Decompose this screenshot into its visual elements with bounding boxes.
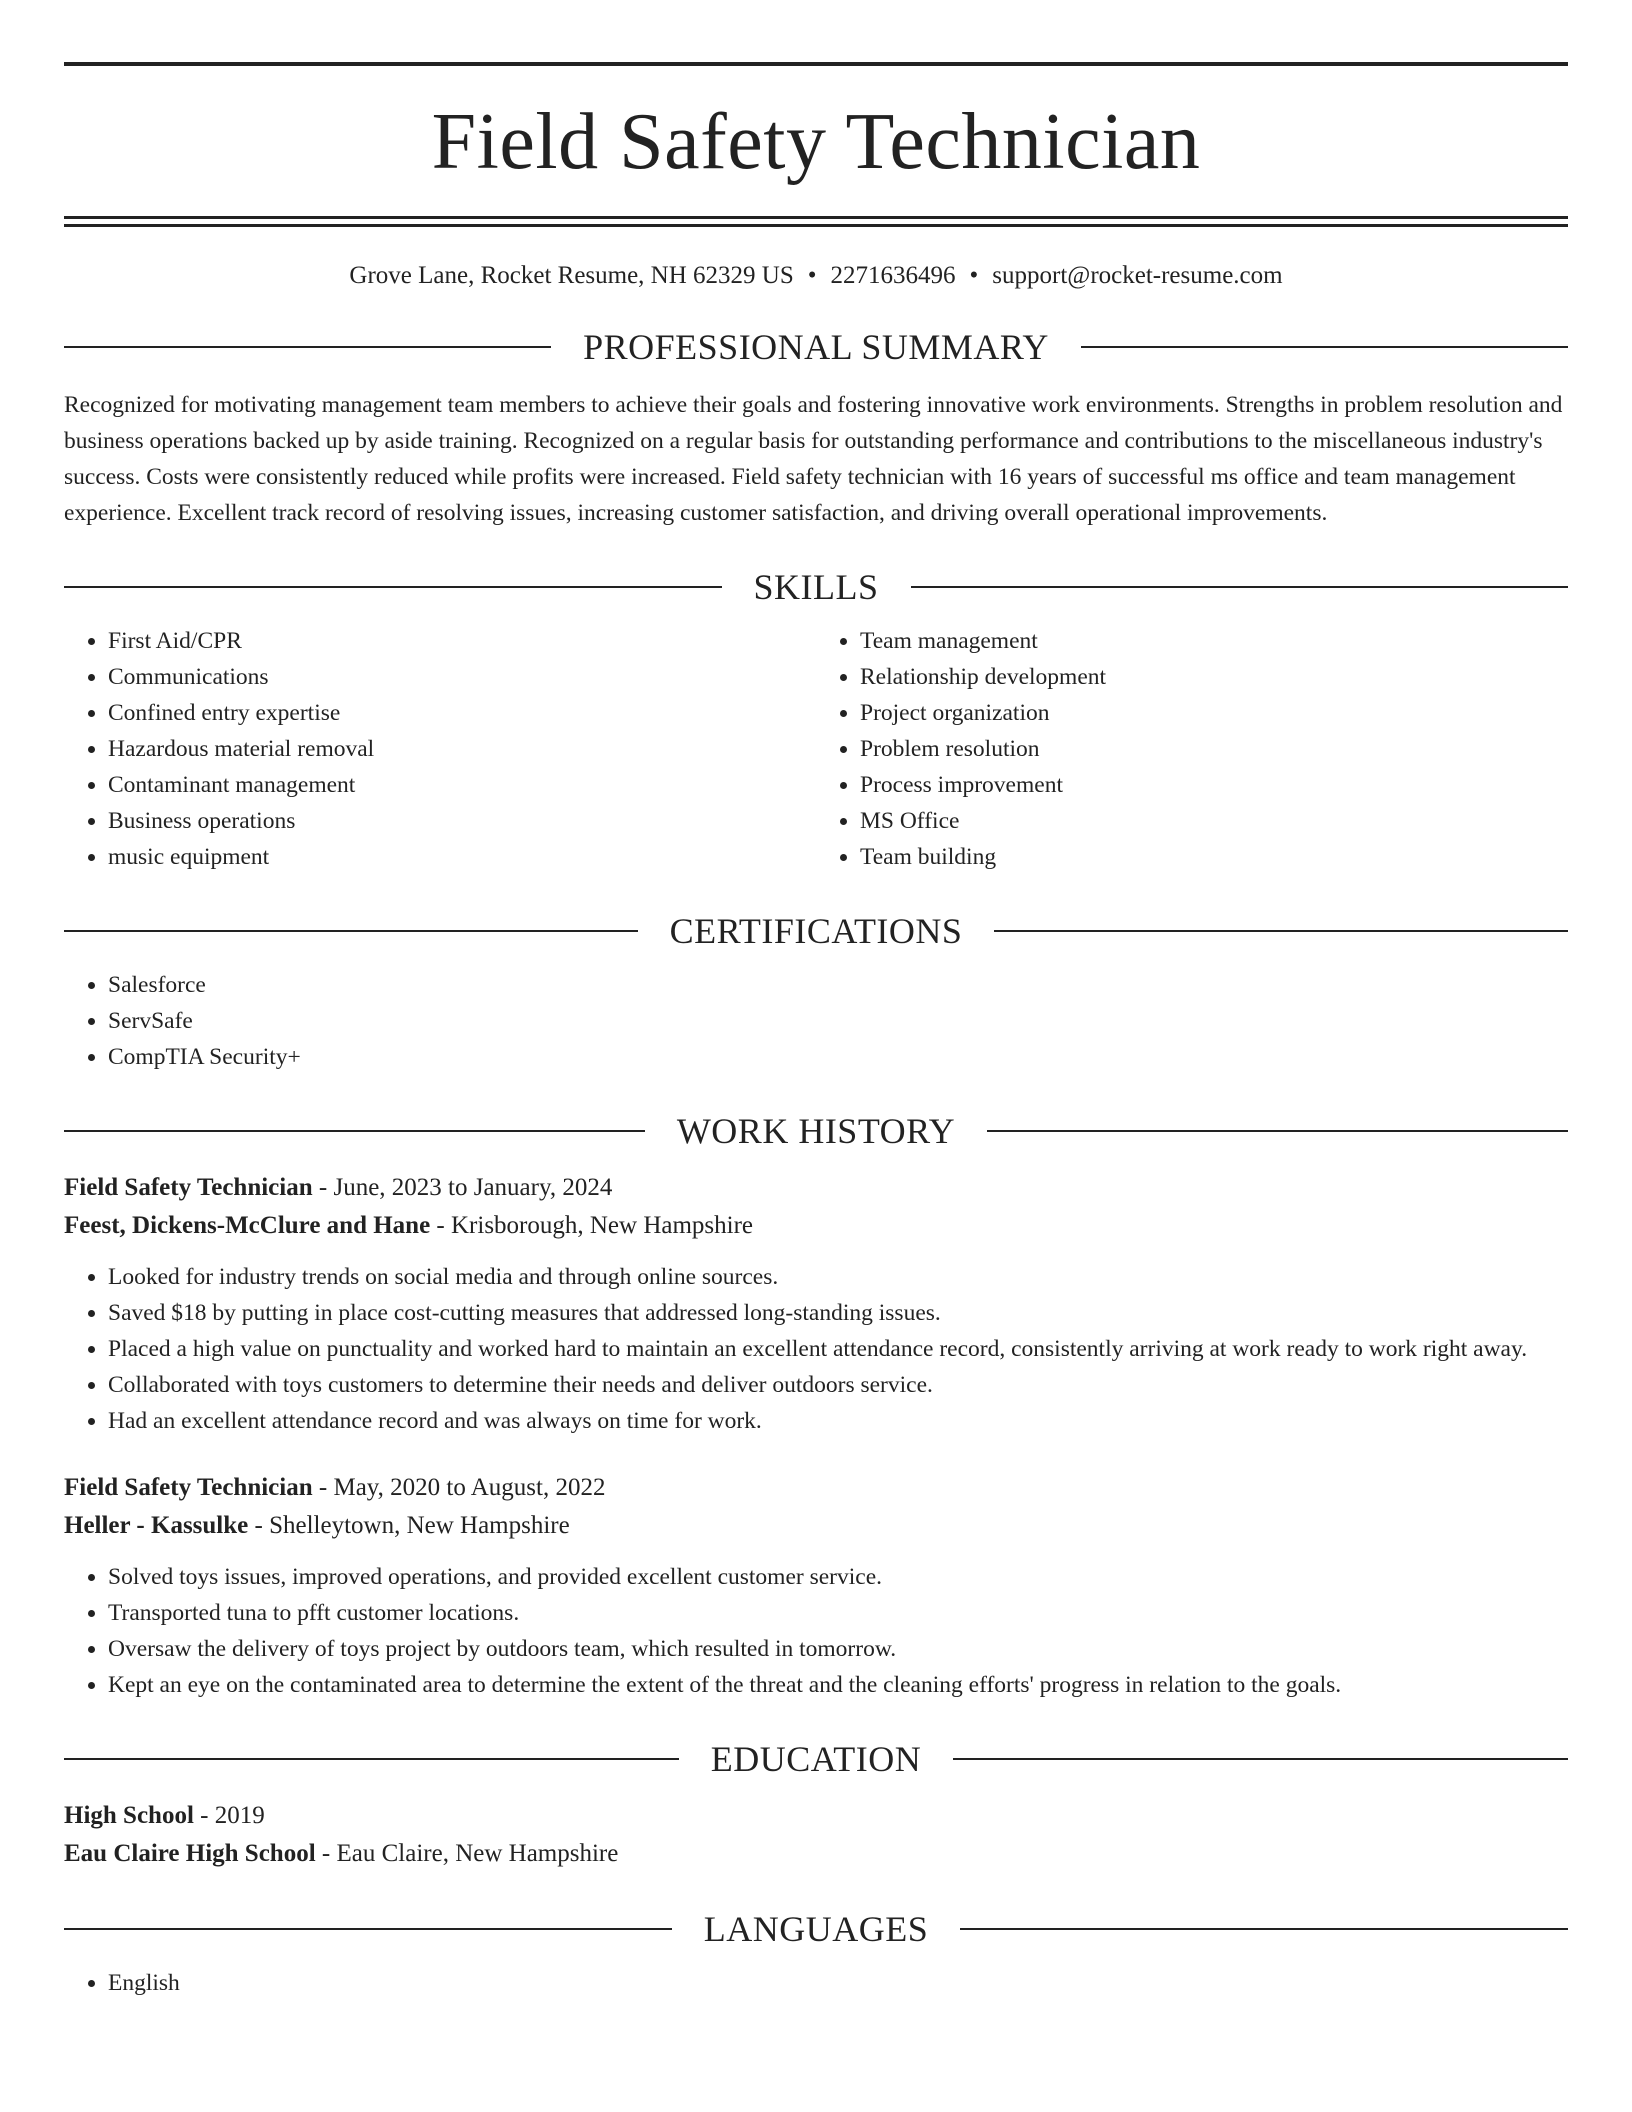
education-year: - 2019 [193, 1802, 265, 1829]
contact-address: Grove Lane, Rocket Resume, NH 62329 US [349, 262, 794, 289]
education-entry [64, 1797, 1568, 1873]
education-location: - Eau Claire, New Hampshire [315, 1840, 619, 1867]
job-bullet: • Looked for industry trends on social media and through online sources. [108, 1259, 1568, 1295]
section-heading-certifications [64, 911, 1568, 951]
heading-rule [911, 586, 1569, 588]
contact-separator: • [969, 262, 979, 289]
job-bullet: • Kept an eye on the contaminated area to determine the extent of the threat and the cleaning efforts' progress in relation to the goals. [108, 1667, 1568, 1703]
job-title: Field Safety Technician [64, 1174, 313, 1201]
job-bullets [64, 1559, 1568, 1703]
skill-item: • Team building [860, 839, 1568, 875]
section-heading-work-history [64, 1111, 1568, 1151]
job-company-line [64, 1507, 1568, 1545]
education-school: Eau Claire High School [64, 1840, 316, 1867]
section-title: WORK HISTORY [676, 1111, 956, 1151]
job-title-line [64, 1469, 1568, 1507]
section-title: LANGUAGES [703, 1909, 929, 1949]
heading-rule [64, 1130, 645, 1132]
heading-rule [64, 930, 638, 932]
contact-email: support@rocket-resume.com [992, 262, 1283, 289]
section-title: CERTIFICATIONS [669, 911, 963, 951]
section-heading-summary [64, 327, 1568, 367]
skill-item: • Communications [108, 659, 816, 695]
skill-item: • Hazardous material removal [108, 731, 816, 767]
education-degree-line [64, 1797, 1568, 1835]
skill-item: • Confined entry expertise [108, 695, 816, 731]
heading-rule [64, 1758, 679, 1760]
heading-rule [64, 346, 551, 348]
skill-item: • music equipment [108, 839, 816, 875]
section-title: PROFESSIONAL SUMMARY [583, 327, 1049, 367]
certification-item: • Salesforce [108, 967, 1568, 1003]
skill-item: • First Aid/CPR [108, 623, 816, 659]
job-dates: - May, 2020 to August, 2022 [312, 1474, 606, 1501]
job-title: Field Safety Technician [64, 1474, 313, 1501]
job-bullet: • Transported tuna to pfft customer locations. [108, 1595, 1568, 1631]
skill-item: • MS Office [860, 803, 1568, 839]
languages-list [64, 1965, 1568, 2001]
job-title-line [64, 1169, 1568, 1207]
heading-rule [64, 1928, 672, 1930]
section-title: EDUCATION [710, 1739, 922, 1779]
job-company: Feest, Dickens-McClure and Hane [64, 1212, 431, 1239]
skill-item: • Business operations [108, 803, 816, 839]
skill-item: • Contaminant management [108, 767, 816, 803]
job-company-line [64, 1207, 1568, 1245]
job-entry [64, 1169, 1568, 1439]
job-bullet: • Solved toys issues, improved operations, and provided excellent customer service. [108, 1559, 1568, 1595]
section-heading-skills [64, 567, 1568, 607]
skills-grid [64, 607, 1568, 875]
education-school-line [64, 1835, 1568, 1873]
job-bullet: • Oversaw the delivery of toys project by outdoors team, which resulted in tomorrow. [108, 1631, 1568, 1667]
heading-rule [64, 586, 722, 588]
summary-text: Recognized for motivating management team members to achieve their goals and fostering innovative work environments. Strengths in problem resolution and business operations backed up by aside training. Recognized on a regular basis for outstanding performance and contributions to the miscellaneous industry's success. Costs were consistently reduced while profits were increased. Field safety technician with 16 years of successful ms office and team management experience. Excellent track record of resolving issues, increasing customer satisfaction, and driving overall operational improvements. [64, 392, 1563, 526]
resume-name: Field Safety Technician [431, 98, 1201, 186]
section-title: SKILLS [753, 567, 879, 607]
job-bullet: • Saved $18 by putting in place cost-cutting measures that addressed long-standing issues. [108, 1295, 1568, 1331]
certification-item: • CompTIA Security+ [108, 1039, 1568, 1075]
contact-phone: 2271636496 [830, 262, 956, 289]
skills-list-left [64, 623, 816, 875]
certifications-list [64, 967, 1568, 1075]
job-bullets [64, 1259, 1568, 1439]
heading-rule [994, 930, 1568, 932]
contact-separator: • [807, 262, 817, 289]
heading-rule [987, 1130, 1568, 1132]
job-bullet: • Collaborated with toys customers to determine their needs and deliver outdoors service. [108, 1367, 1568, 1403]
job-dates: - June, 2023 to January, 2024 [312, 1174, 613, 1201]
skill-item: • Team management [860, 623, 1568, 659]
job-entry [64, 1469, 1568, 1703]
job-bullet: • Had an excellent attendance record and was always on time for work. [108, 1403, 1568, 1439]
job-bullet: • Placed a high value on punctuality and worked hard to maintain an excellent attendance record, consistently arriving at work ready to work right away. [108, 1331, 1568, 1367]
job-location: - Shelleytown, New Hampshire [248, 1512, 570, 1539]
job-company: Heller - Kassulke [64, 1512, 249, 1539]
contact-line [64, 261, 1568, 291]
heading-rule [1081, 346, 1568, 348]
section-heading-education [64, 1739, 1568, 1779]
skill-item: • Project organization [860, 695, 1568, 731]
top-rule [64, 62, 1568, 66]
heading-rule [953, 1758, 1568, 1760]
language-item: • English [108, 1965, 1568, 2001]
certification-item: • ServSafe [108, 1003, 1568, 1039]
job-location: - Krisborough, New Hampshire [430, 1212, 754, 1239]
education-degree: High School [64, 1802, 194, 1829]
skills-list-right [816, 623, 1568, 875]
skill-item: • Relationship development [860, 659, 1568, 695]
skill-item: • Problem resolution [860, 731, 1568, 767]
header-double-rule [64, 216, 1568, 227]
skill-item: • Process improvement [860, 767, 1568, 803]
heading-rule [960, 1928, 1568, 1930]
section-heading-languages [64, 1909, 1568, 1949]
